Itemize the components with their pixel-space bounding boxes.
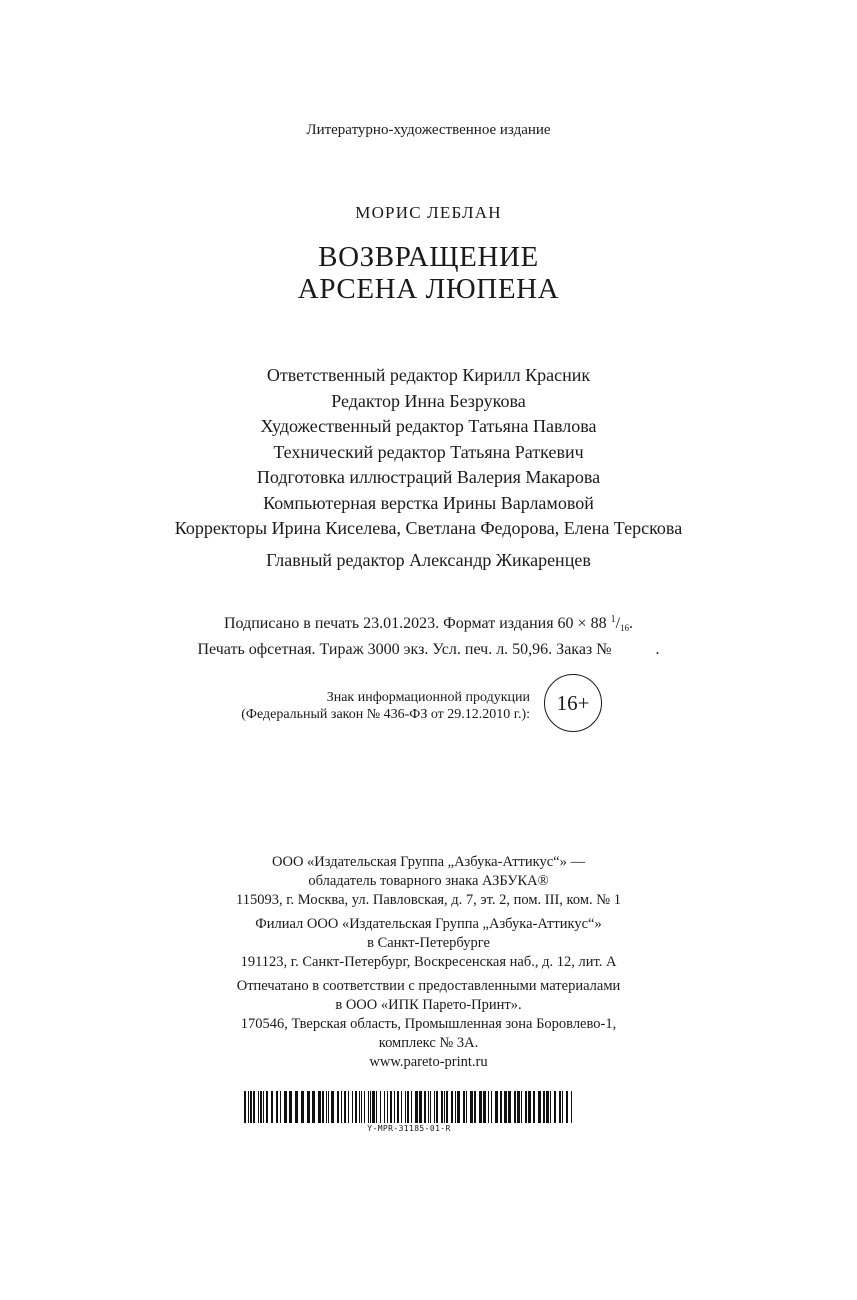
barcode-bar xyxy=(525,1091,527,1123)
barcode-bar xyxy=(419,1091,422,1123)
barcode-bar xyxy=(405,1091,406,1123)
credit-line: Корректоры Ирина Киселева, Светлана Федорова, Елена Терскова xyxy=(174,518,683,538)
printer-website: www.pareto-print.ru xyxy=(369,1054,488,1070)
barcode-bar xyxy=(479,1091,482,1123)
barcode-bar xyxy=(322,1091,324,1123)
book-author: МОРИС ЛЕБЛАН xyxy=(355,203,502,222)
barcode-bar xyxy=(307,1091,310,1123)
barcode-bar xyxy=(401,1091,402,1123)
barcode-bar xyxy=(301,1091,304,1123)
print-signed-text: Подписано в печать 23.01.2023. Формат издания 60 × 88 xyxy=(223,615,611,632)
book-title-line-2: АРСЕНА ЛЮПЕНА xyxy=(297,273,560,305)
barcode-bar xyxy=(434,1091,435,1123)
format-denominator: 16 xyxy=(620,623,630,633)
barcode-bar xyxy=(368,1091,369,1123)
barcode-bar xyxy=(331,1091,334,1123)
editorial-credits xyxy=(0,363,857,542)
print-details-line-2: Печать офсетная. Тираж 3000 экз. Усл. печ. л. 50,96. Заказ № . xyxy=(197,641,660,658)
barcode-bar xyxy=(280,1091,281,1123)
credit-line: Редактор Инна Безрукова xyxy=(331,390,526,411)
barcode-bar xyxy=(370,1091,371,1123)
barcode-bar xyxy=(260,1091,262,1123)
credit-line: Компьютерная верстка Ирины Варламовой xyxy=(263,492,594,513)
format-slash: / xyxy=(615,615,621,632)
barcode-bar xyxy=(430,1091,431,1123)
book-title xyxy=(0,241,857,305)
barcode-bar xyxy=(550,1091,551,1123)
barcode-bar xyxy=(372,1091,375,1123)
barcode-bar xyxy=(276,1091,278,1123)
branch-line: 191123, г. Санкт-Петербург, Воскресенская наб., д. 12, лит. А xyxy=(240,954,617,970)
barcode-bar xyxy=(528,1091,531,1123)
info-sign-line-2: (Федеральный закон № 436-ФЗ от 29.12.2010 г.): xyxy=(241,707,530,722)
barcode-bar xyxy=(380,1091,381,1123)
barcode-bar xyxy=(284,1091,287,1123)
barcode-bar xyxy=(428,1091,429,1123)
edition-type: Литературно-художественное издание xyxy=(306,122,551,138)
barcode-bar xyxy=(466,1091,467,1123)
barcode-bar xyxy=(514,1091,516,1123)
publisher-info xyxy=(0,853,857,1072)
barcode-bar xyxy=(295,1091,298,1123)
barcode-bar xyxy=(436,1091,438,1123)
barcode-bar xyxy=(554,1091,556,1123)
barcode xyxy=(244,1091,574,1133)
publisher-line: ООО «Издательская Группа „Азбука-Аттикус“» — xyxy=(272,854,585,870)
barcode-bar xyxy=(562,1091,563,1123)
barcode-bar xyxy=(546,1091,549,1123)
barcode-bar xyxy=(263,1091,264,1123)
print-details-line-1 xyxy=(0,609,857,639)
printer-line: Отпечатано в соответствии с предоставленными материалами xyxy=(236,978,621,994)
barcode-bar xyxy=(271,1091,273,1123)
barcode-bar xyxy=(521,1091,522,1123)
format-numerator: 1 xyxy=(610,614,616,625)
barcode-bar xyxy=(258,1091,259,1123)
barcode-bar xyxy=(441,1091,443,1123)
barcode-bar xyxy=(533,1091,535,1123)
barcode-bar xyxy=(341,1091,342,1123)
barcode-bar xyxy=(424,1091,426,1123)
barcode-bar xyxy=(411,1091,412,1123)
barcode-bar xyxy=(348,1091,349,1123)
barcode-bar xyxy=(559,1091,561,1123)
printer-line: в ООО «ИПК Парето-Принт». xyxy=(335,997,522,1013)
barcode-bar xyxy=(566,1091,568,1123)
branch-line: Филиал ООО «Издательская Группа „Азбука-Аттикус“» xyxy=(255,916,602,932)
info-sign-line-1: Знак информационной продукции xyxy=(326,690,530,705)
barcode-bar xyxy=(491,1091,492,1123)
barcode-bar xyxy=(407,1091,409,1123)
barcode-bar xyxy=(451,1091,453,1123)
barcode-bar xyxy=(384,1091,385,1123)
barcode-bar xyxy=(500,1091,502,1123)
barcode-label: Y-MPR-31185-01-R xyxy=(367,1124,451,1133)
format-period: . xyxy=(629,615,634,632)
barcode-bar xyxy=(248,1091,249,1123)
barcode-bar xyxy=(504,1091,507,1123)
barcode-bar xyxy=(352,1091,353,1123)
printer-line: 170546, Тверская область, Промышленная зона Боровлево-1, xyxy=(240,1016,617,1032)
print-details xyxy=(0,609,857,661)
barcode-bar xyxy=(250,1091,252,1123)
barcode-bar xyxy=(397,1091,399,1123)
barcode-bar xyxy=(355,1091,357,1123)
barcode-bar xyxy=(359,1091,360,1123)
barcode-bar xyxy=(474,1091,476,1123)
barcode-bar xyxy=(444,1091,445,1123)
barcode-bar xyxy=(538,1091,541,1123)
barcode-bar xyxy=(455,1091,456,1123)
barcode-bar xyxy=(543,1091,545,1123)
credit-line: Художественный редактор Татьяна Павлова xyxy=(260,416,597,436)
barcode-bar xyxy=(289,1091,292,1123)
barcode-bar xyxy=(253,1091,255,1123)
book-title-line-1: ВОЗВРАЩЕНИЕ xyxy=(318,241,539,273)
barcode-bar xyxy=(571,1091,572,1123)
barcode-bar xyxy=(266,1091,268,1123)
barcode-bar xyxy=(495,1091,498,1123)
printer-line: комплекс № 3А. xyxy=(378,1035,479,1051)
credit-line: Ответственный редактор Кирилл Красник xyxy=(266,365,591,385)
barcode-bars xyxy=(244,1091,574,1123)
barcode-bar xyxy=(387,1091,388,1123)
barcode-bar xyxy=(376,1091,377,1123)
info-product-sign xyxy=(190,689,530,723)
barcode-bar xyxy=(361,1091,362,1123)
barcode-bar xyxy=(488,1091,489,1123)
barcode-bar xyxy=(457,1091,460,1123)
publisher-line: 115093, г. Москва, ул. Павловская, д. 7, эт. 2, пом. III, ком. № 1 xyxy=(236,892,621,908)
barcode-bar xyxy=(508,1091,511,1123)
barcode-bar xyxy=(337,1091,339,1123)
barcode-bar xyxy=(344,1091,346,1123)
age-rating-badge: 16+ xyxy=(544,674,602,732)
barcode-bar xyxy=(446,1091,448,1123)
credit-line: Технический редактор Татьяна Раткевич xyxy=(273,441,584,462)
barcode-bar xyxy=(244,1091,246,1123)
branch-line: в Санкт-Петербурге xyxy=(367,935,490,951)
barcode-bar xyxy=(390,1091,392,1123)
barcode-bar xyxy=(394,1091,395,1123)
barcode-bar xyxy=(517,1091,520,1123)
barcode-bar xyxy=(328,1091,329,1123)
barcode-bar xyxy=(463,1091,465,1123)
barcode-bar xyxy=(312,1091,315,1123)
barcode-bar xyxy=(415,1091,418,1123)
chief-editor: Главный редактор Александр Жикаренцев xyxy=(266,550,591,570)
barcode-bar xyxy=(326,1091,327,1123)
publisher-line: обладатель товарного знака АЗБУКА® xyxy=(308,873,549,889)
barcode-bar xyxy=(318,1091,321,1123)
barcode-bar xyxy=(483,1091,486,1123)
barcode-bar xyxy=(364,1091,365,1123)
credit-line: Подготовка иллюстраций Валерия Макарова xyxy=(256,467,601,487)
barcode-bar xyxy=(470,1091,473,1123)
